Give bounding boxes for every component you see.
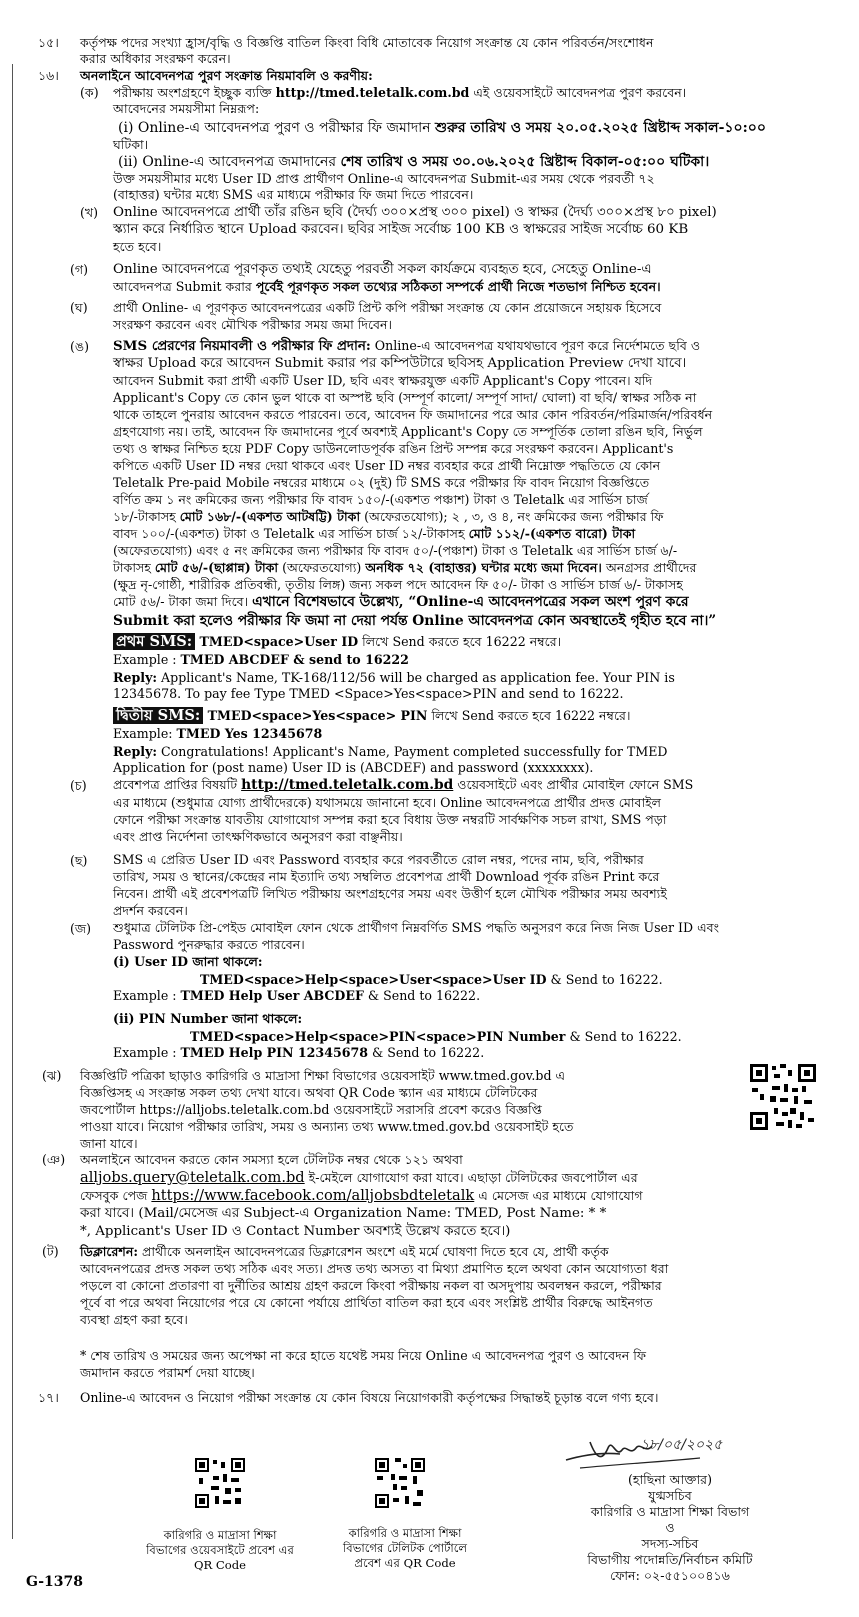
signatory-and: ও [665, 1520, 675, 1535]
item-uma-line-17: Submit করা হলেও পরীক্ষার ফি জমা না দেয়া পর্যন্ত Online আবেদনপত্র কোন অবস্থাতেই গৃহীত হবে না।” [113, 613, 717, 629]
first-sms-line: প্রথম SMS: TMED<space>User ID লিখে Send করতে হবে 16222 নম্বরে। [113, 634, 561, 650]
item-ja-i-example: Example : TMED Help User ABCDEF & Send to 16222. [113, 988, 481, 1003]
item-kha-mark: (খ) [80, 205, 99, 220]
item-ta-mark: (ট) [42, 1244, 59, 1259]
second-sms-label: দ্বিতীয় SMS: [113, 707, 203, 724]
qr-1-caption-line-2: বিভাগের ওয়েবসাইটে প্রবেশ এর [146, 1543, 294, 1557]
item-ta-line-1: ডিক্লারেশন: প্রার্থীকে অনলাইন আবেদনপত্রের ডিক্লারেশন অংশে এই মর্মে ঘোষণা দিতে হবে যে, প্রার্থী কর্তৃক [80, 1244, 609, 1259]
item-nya-line-3: ফেসবুক পেজ https://www.facebook.com/alljobsbdteletalk এ মেসেজ এর মাধ্যমে যোগাযোগ [80, 1187, 643, 1204]
item-ga-line-1: Online আবেদনপত্রে পূরণকৃত তথ্যই যেহেতু পরবর্তী সকল কার্যক্রমে ব্যবহৃত হবে, সেহেতু Online-এ [113, 262, 652, 277]
item-uma-line-6: গ্রহণযোগ্য নয়। তাই, আবেদন ফি জমাদানের পূর্বে অবশ্যই Applicant's Copy তে সম্পূর্তিক তোলা রঙিন ছবি, নির্ভুল [113, 424, 703, 439]
clause-15-number: ১৫। [38, 35, 59, 50]
item-jha-line-3: জবপোর্টাল https://alljobs.teletalk.com.bd ওয়েবসাইটে সরাসরি প্রবেশ করেও বিজ্ঞপ্তি [80, 1102, 543, 1117]
item-gha-line-1: প্রার্থী Online- এ পূরণকৃত আবেদনপত্রের একটি প্রিন্ট কপি পরীক্ষা সংক্রান্ত যে কোন প্রয়োজনে সহায়ক হিসেবে [113, 300, 662, 315]
support-email-link[interactable]: alljobs.query@teletalk.com.bd [80, 1169, 305, 1186]
second-sms-reply-2: Application for (post name) User ID is (ABCDEF) and password (xxxxxxxx). [113, 760, 594, 775]
item-ka-mark: (ক) [80, 85, 99, 100]
item-uma-line-1: SMS প্রেরণের নিয়মাবলী ও পরীক্ষার ফি প্রদান: Online-এ আবেদনপত্র যথাযথভাবে পূরণ করে নির্দেশমতে ছবি ও [113, 338, 701, 354]
qr-2-caption-line-3: প্রবেশ এর QR Code [354, 1556, 456, 1570]
item-ta-line-4: পূর্বে বা পরে অথবা নিয়োগের পরে যে কোনো পর্যায়ে প্রার্থিতা বাতিল করা হবে এবং সংশ্লিষ্ট প্রার্থীর বিরুদ্ধে আইনগত [80, 1295, 653, 1310]
item-jha-line-4: পাওয়া যাবে। নিয়োগ পরীক্ষার তারিখ, সময় ও অন্যান্য তথ্য www.tmed.gov.bd ওয়েবসাইট হতে [80, 1119, 574, 1134]
item-uma-line-16: মোট ৫৬/- টাকা জমা দিবে। এখানে বিশেষভাবে উল্লেখ্য, “Online-এ আবেদনপত্রের সকল অংশ পুরণ করে [113, 594, 689, 610]
item-ga-line-2: আবেদনপত্র Submit করার পূর্বেই পূরণকৃত সকল তথ্যের সঠিকতা সম্পর্কে প্রার্থী নিজে শতভাগ নিশ্চিত হবেন। [113, 279, 661, 294]
item-gha-line-2: সংরক্ষণ করবেন এবং মৌখিক পরীক্ষার সময় জমা দিবেন। [113, 317, 393, 332]
item-jha-line-2: বিজ্ঞপ্তিসহ এ সংক্রান্ত সকল তথ্য দেখা যাবে। অথবা QR Code স্ক্যান এর মাধ্যমে টেলিটকের [80, 1085, 538, 1100]
item-cha-line-2: এর মাধ্যমে (শুধুমাত্র যোগ্য প্রার্থীদেরকে) যথাসময়ে জানানো হবে। Online আবেদনপত্রে প্রার্থীর প্রদত্ত মোবাইল [113, 795, 662, 810]
signatory-member-secretary: সদস্য-সচিব [641, 1536, 699, 1551]
item-uma-line-12: বাবদ ১০০/-(একশত) টাকা ও Teletalk এর সার্ভিস চার্জ ১২/-টাকাসহ মোট ১১২/-(একশত বারো) টাকা [113, 526, 636, 541]
item-jha-mark: (ঝ) [42, 1068, 62, 1083]
signatory-committee: বিভাগীয় পদোন্নতি/নির্বাচন কমিটি [587, 1552, 753, 1567]
item-nya-mark: (ঞ) [42, 1152, 66, 1167]
item-kha-line-1: Online আবেদনপত্রে প্রার্থী তাঁর রঙিন ছবি (দৈর্ঘ্য ৩০০×প্রস্থ ৩০০ pixel) ও স্বাক্ষর (দৈর্ঘ্য ৩০০×প্রস্থ ৮০ pixel) [113, 205, 717, 220]
item-uma-line-11: ১৮/-টাকাসহ মোট ১৬৮/-(একশত আটষট্টি) টাকা (অফেরতযোগ্য); ২ , ৩, ও ৪, নং ক্রমিকের জন্য পরীক্ষার ফি [113, 509, 664, 524]
first-sms-reply-1: Reply: Applicant's Name, TK-168/112/56 will be charged as application fee. Your PIN is [113, 670, 675, 685]
item-ja-i-head: (i) User ID জানা থাকলে: [113, 954, 263, 969]
item-uma-line-3: আবেদন Submit করা প্রার্থী একটি User ID, ছবি এবং স্বাক্ষরযুক্ত একটি Applicant's Copy পাবেন। যদি [113, 373, 653, 388]
clause-16-title: অনলাইনে আবেদনপত্র পুরণ সংক্রান্ত নিয়মাবলি ও করণীয়: [80, 68, 373, 83]
item-uma-line-7: তথ্য ও স্বাক্ষর নিশ্চিত হয়ে PDF Copy ডাউনলোডপূর্বক রঙিন প্রিন্ট সম্পন্ন করে সংরক্ষণ করবেন। Applicant's [113, 441, 674, 456]
signature-date: ১৮/০৫/২০২৫ [640, 1437, 723, 1453]
item-ka-line-1: পরীক্ষায় অংশগ্রহণে ইচ্ছুক ব্যক্তি http://tmed.teletalk.com.bd এই ওয়েবসাইটে আবেদনপত্র পুরণ করবেন। [113, 85, 687, 100]
clause-17-number: ১৭। [38, 1390, 59, 1405]
item-chha-line-3: নিবেন। প্রার্থী এই প্রবেশপত্রটি লিখিত পরীক্ষায় অংশগ্রহণের সময় এবং উত্তীর্ণ হলে মৌখিক পরীক্ষার সময় অবশ্যই [113, 886, 667, 901]
item-chha-mark: (ছ) [70, 853, 88, 868]
facebook-page-link[interactable]: https://www.facebook.com/alljobsbdteletalk [151, 1187, 475, 1204]
website-qr-code-icon[interactable] [195, 1458, 245, 1508]
second-sms-reply-1: Reply: Congratulations! Applicant's Name, Payment completed successfully for TMED [113, 744, 668, 759]
item-kha-line-3: হতে হবে। [113, 239, 162, 254]
item-ja-line-1: শুধুমাত্র টেলিটক প্রি-পেইড মোবাইল ফোন থেকে প্রার্থীগণ নিম্নবর্ণিত SMS পদ্ধতি অনুসরণ করে নিজ নিজ User ID এবং [113, 920, 720, 935]
item-ka-i: (i) Online-এ আবেদনপত্র পুরণ ও পরীক্ষার ফি জমাদান শুরুর তারিখ ও সময় ২০.০৫.২০২৫ খ্রিষ্টাব্দ সকাল-১০:০০ [118, 120, 766, 136]
qr-1-caption-line-3: QR Code [193, 1558, 247, 1572]
item-cha-line-4: এবং প্রাপ্ত নির্দেশনা তাৎক্ষণিকভাবে অনুসরণ করা বাঞ্ছনীয়। [113, 829, 403, 844]
second-sms-example: Example: TMED Yes 12345678 [113, 726, 323, 741]
item-nya-line-5: *, Applicant's User ID ও Contact Number অবশ্যই উল্লেখ করতে হবে।) [80, 1224, 511, 1239]
clause-15-line-2: করার অধিকার সংরক্ষণ করেন। [80, 51, 231, 66]
item-ka-line-6: (বাহাত্তর) ঘন্টার মধ্যে SMS এর মাধ্যমে পরীক্ষার ফি জমা দিতে পারবেন। [113, 187, 474, 202]
clause-17-line-1: Online-এ আবেদন ও নিয়োগ পরীক্ষা সংক্রান্ত যে কোন বিষয়ে নিয়োগকারী কর্তৃপক্ষের সিদ্ধান্তই চূড়ান্ত বলে গণ্য হবে। [80, 1390, 659, 1405]
tmed-url[interactable]: http://tmed.teletalk.com.bd [275, 85, 470, 100]
signatory-designation: যুগ্মসচিব [648, 1488, 692, 1503]
item-ja-ii-head: (ii) PIN Number জানা থাকলে: [113, 1011, 303, 1026]
item-nya-line-2: alljobs.query@teletalk.com.bd ই-মেইলে যোগাযোগ করা যাবে। এছাড়া টেলিটকের জবপোর্টাল এর [80, 1169, 638, 1186]
item-chha-line-1: SMS এ প্রেরিত User ID এবং Password ব্যবহার করে পরবর্তীতে রোল নম্বর, পদের নাম, ছবি, পরীক্ষার [113, 852, 644, 867]
left-border-line [12, 64, 13, 1539]
item-uma-line-2: স্বাক্ষর Upload করে আবেদন Submit করার পর কম্পিউটারে ছবিসহ Application Preview দেখা যাবে। [113, 356, 687, 371]
signatory-name: (হাছিনা আক্তার) [627, 1472, 712, 1487]
item-ja-ii-example: Example : TMED Help PIN 12345678 & Send to 16222. [113, 1045, 485, 1060]
second-sms-line: দ্বিতীয় SMS: TMED<space>Yes<space> PIN লিখে Send করতে হবে 16222 নম্বরে। [113, 708, 630, 724]
item-jha-line-5: জানা যাবে। [80, 1136, 138, 1151]
first-sms-label: প্রথম SMS: [113, 633, 195, 650]
item-chha-line-4: প্রদর্শন করবেন। [113, 903, 188, 918]
clause-16-number: ১৬। [38, 68, 59, 83]
qr-2-caption-line-2: বিভাগের টেলিটক পোর্টালে [342, 1541, 468, 1555]
item-uma-line-8: কপিতে একটি User ID নম্বর দেয়া থাকবে এবং User ID নম্বর ব্যবহার করে প্রার্থী নিম্নোক্ত পদ্ধতিতে যে কোন [113, 458, 661, 473]
item-nya-line-4: করা যাবে। (Mail/মেসেজ এর Subject-এ Organization Name: TMED, Post Name: * * [80, 1206, 607, 1221]
item-ja-line-2: Password পুনরুদ্ধার করতে পারবেন। [113, 937, 305, 952]
item-kha-line-2: স্ক্যান করে নির্ধারিত স্থানে Upload করবেন। ছবির সাইজ সর্বোচ্চ 100 KB ও স্বাক্ষরের সাইজ সর্বোচ্চ 60 KB [113, 222, 689, 237]
qr-code-icon[interactable] [748, 1062, 818, 1132]
item-ka-line-2: আবেদনের সময়সীমা নিম্নরূপ: [113, 101, 260, 116]
item-cha-mark: (চ) [70, 778, 87, 793]
item-jha-line-1: বিজ্ঞপ্তিটি পত্রিকা ছাড়াও কারিগরি ও মাদ্রাসা শিক্ষা বিভাগের ওয়েবসাইট www.tmed.gov.bd এ [80, 1068, 566, 1083]
item-ka-i-cont: ঘটিকা। [113, 137, 149, 152]
item-chha-line-2: তারিখ, সময় ও স্থানের/কেন্দ্রের নাম ইত্যাদি তথ্য সম্বলিত প্রবেশপত্র প্রার্থী Download পূর্বক রঙিন Print করে [113, 869, 660, 884]
signatory-phone: ফোন: ০২-৫৫১০০৪১৬ [610, 1568, 730, 1583]
item-ja-mark: (জ) [70, 921, 92, 936]
signatory-division: কারিগরি ও মাদ্রাসা শিক্ষা বিভাগ [590, 1504, 750, 1519]
teletalk-portal-qr-code-icon[interactable] [375, 1458, 425, 1508]
item-uma-line-5: থাকে তাহলে পুনরায় আবেদন করতে পারবেন। তবে, আবেদন ফি জমাদানের পরে আর কোন পরিবর্তন/পরিমার্জন/পরিবর্ধন [113, 407, 713, 422]
tmed-url-admit[interactable]: http://tmed.teletalk.com.bd [241, 777, 454, 793]
item-uma-line-9: Teletalk Pre-paid Mobile নম্বরের মাধ্যমে ০২ (দুই) টি SMS করে পরীক্ষার ফি বাবদ নিয়োগ বিজ্ঞপ্তিতে [113, 475, 650, 490]
qr-1-caption-line-1: কারিগরি ও মাদ্রাসা শিক্ষা [163, 1528, 277, 1542]
item-uma-line-15: (ক্ষুদ্র নৃ-গোষ্ঠী, শারীরিক প্রতিবন্ধী, তৃতীয় লিঙ্গ) জন্য সকল পদে আবেদন ফি ৫০/- টাকা ও সার্ভিস চার্জ ৬/- টাকাসহ [113, 577, 683, 592]
item-uma-line-10: বর্ণিত ক্রম ১ নং ক্রমিকের জন্য পরীক্ষার ফি বাবদ ১৫০/-(একশত পঞ্চাশ) টাকা ও Teletalk এর সার্ভিস চার্জ [113, 492, 648, 507]
item-ta-line-2: আবেদনপত্রের প্রদত্ত সকল তথ্য সঠিক এবং সত্য। প্রদত্ত তথ্য অসত্য বা মিথ্যা প্রমাণিত হলে অথবা কোন অযোগ্যতা ধরা [80, 1261, 669, 1276]
item-uma-line-14: টাকাসহ মোট ৫৬/-(ছাপ্পান্ন) টাকা (অফেরতযোগ্য) অনধিক ৭২ (বাহাত্তর) ঘন্টার মধ্যে জমা দিবেন। অনগ্রসর প্রার্থীদের [113, 560, 697, 575]
document-code: G-1378 [26, 1574, 83, 1590]
item-ja-i-cmd: TMED<space>Help<space>User<space>User ID & Send to 16222. [200, 972, 663, 987]
item-cha-line-1: প্রবেশপত্র প্রাপ্তির বিষয়টি http://tmed.teletalk.com.bd ওয়েবসাইটে এবং প্রার্থীর মোবাইল ফোনে SMS [113, 777, 694, 793]
qr-2-caption-line-1: কারিগরি ও মাদ্রাসা শিক্ষা [348, 1526, 462, 1540]
first-sms-example: Example : TMED ABCDEF & send to 16222 [113, 652, 409, 667]
advice-note-line-1: * শেষ তারিখ ও সময়ের জন্য অপেক্ষা না করে হাতে যথেষ্ট সময় নিয়ে Online এ আবেদনপত্র পুরণ ও আবেদন ফি [80, 1348, 647, 1363]
item-uma-line-4: Applicant's Copy তে কোন ভুল থাকে বা অস্পষ্ট ছবি (সম্পূর্ণ কালো/ সম্পূর্ণ সাদা/ ঘোলা) বা ছবি/ স্বাক্ষর সঠিক না [113, 390, 697, 405]
first-sms-reply-2: 12345678. To pay fee Type TMED <Space>Yes<space>PIN and send to 16222. [113, 686, 624, 701]
item-uma-line-13: (অফেরতযোগ্য) এবং ৫ নং ক্রমিকের জন্য পরীক্ষার ফি বাবদ ৫০/-(পঞ্চাশ) টাকা ও Teletalk এর সার্ভিস চার্জ ৬/- [113, 543, 678, 558]
item-ta-line-3: পড়লে বা কোনো প্রতারণা বা দুর্নীতির আশ্রয় গ্রহণ করলে কিংবা পরীক্ষায় নকল বা অসদুপায় অবলম্বন করলে, পরীক্ষার [80, 1278, 662, 1293]
item-ga-mark: (গ) [70, 262, 89, 277]
item-gha-mark: (ঘ) [70, 300, 88, 315]
clause-15-line-1: কর্তৃপক্ষ পদের সংখ্যা হ্রাস/বৃদ্ধি ও বিজ্ঞপ্তি বাতিল কিংবা বিধি মোতাবেক নিয়োগ সংক্রান্ত যে কোন পরিবর্তন/সংশোধন [80, 35, 654, 50]
item-cha-line-3: ফোনে পরীক্ষা সংক্রান্ত যাবতীয় যোগাযোগ সম্পন্ন করা হবে বিধায় উক্ত নম্বরটি সার্বক্ষণিক সচল রাখা, SMS পড়া [113, 812, 667, 827]
item-ka-line-5: উক্ত সময়সীমার মধ্যে User ID প্রাপ্ত প্রার্থীগণ Online-এ আবেদনপত্র Submit-এর সময় থেকে পরবর্তী ৭২ [113, 171, 655, 186]
item-nya-line-1: অনলাইনে আবেদন করতে কোন সমস্যা হলে টেলিটক নম্বর থেকে ১২১ অথবা [80, 1152, 463, 1167]
item-uma-mark: (ঙ) [70, 339, 90, 354]
item-ka-ii: (ii) Online-এ আবেদনপত্র জমাদানের শেষ তারিখ ও সময় ৩০.০৬.২০২৫ খ্রিষ্টাব্দ বিকাল-০৫:০০ ঘটিকা। [118, 154, 710, 170]
item-ta-line-5: ব্যবস্থা গ্রহণ করা হবে। [80, 1312, 188, 1327]
advice-note-line-2: জমাদান করতে পরামর্শ দেয়া যাচ্ছে। [80, 1365, 255, 1380]
item-ja-ii-cmd: TMED<space>Help<space>PIN<space>PIN Number & Send to 16222. [190, 1029, 682, 1044]
